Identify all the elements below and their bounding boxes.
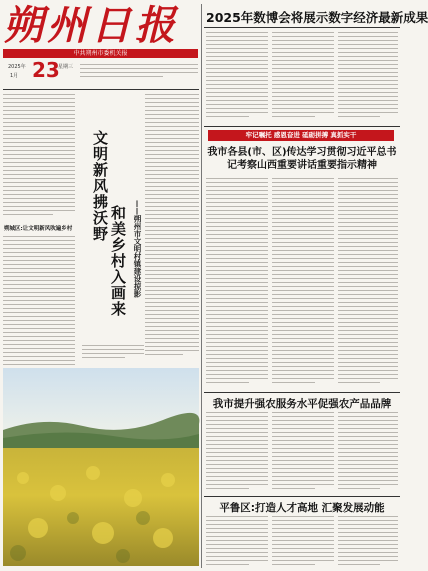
feature-text-bottom [82, 345, 144, 365]
bottom-col3 [338, 516, 398, 568]
lead-col1 [206, 178, 268, 388]
top-rule [204, 27, 400, 28]
feature-title-line2: 和美乡村入画来 [109, 205, 127, 317]
bottom-col2 [272, 516, 334, 568]
date-month: 1月 [10, 73, 19, 79]
date-weekday: 星期三 [58, 64, 74, 70]
agri-rule [204, 392, 400, 393]
left-col-text-2 [3, 236, 75, 376]
bottom-headline: 平鲁区:打造人才高地 汇聚发展动能 [219, 502, 385, 514]
side-subhead-1: 朔城区:让文明新风吹遍乡村 [4, 226, 73, 232]
mid-col-text [145, 94, 199, 364]
bottom-rule [204, 496, 400, 497]
date-year: 2025年 [8, 64, 26, 70]
agri-headline: 我市提升强农服务水平促强农产品品牌 [212, 398, 392, 410]
slogan-banner: 牢记嘱托 感恩奋进 砥砺拼搏 真抓实干 [208, 130, 394, 141]
feature-subtitle: ——朔州市文明村镇建设掠影 [133, 200, 142, 298]
top-article-col1 [206, 32, 268, 124]
agri-col2 [272, 412, 334, 492]
top-headline: 2025年数博会将展示数字经济最新成果 [206, 10, 428, 25]
lead-col3 [338, 178, 398, 388]
lead-headline: 我市各县(市、区)传达学习贯彻习近平总书记考察山西重要讲话重要指示精神 [207, 147, 397, 171]
lead-col2 [272, 178, 334, 388]
top-section-rule [204, 126, 400, 127]
masthead-subtitle: 中共朔州市委机关报 [3, 49, 198, 58]
masthead-logo: 朔州日报 [3, 2, 179, 49]
bottom-col1 [206, 516, 268, 568]
date-day: 23 [32, 58, 60, 82]
rapeseed-field-image [3, 368, 199, 566]
feature-photo [3, 368, 199, 566]
left-col-text-1 [3, 94, 75, 222]
top-article-col2 [272, 32, 334, 124]
column-divider [201, 4, 202, 568]
masthead-info-lines [80, 64, 198, 86]
feature-title-line1: 文明新风拂沃野 [91, 130, 109, 242]
agri-col3 [338, 412, 398, 492]
masthead-rule [3, 89, 199, 90]
agri-col1 [206, 412, 268, 492]
top-article-col3 [338, 32, 398, 124]
